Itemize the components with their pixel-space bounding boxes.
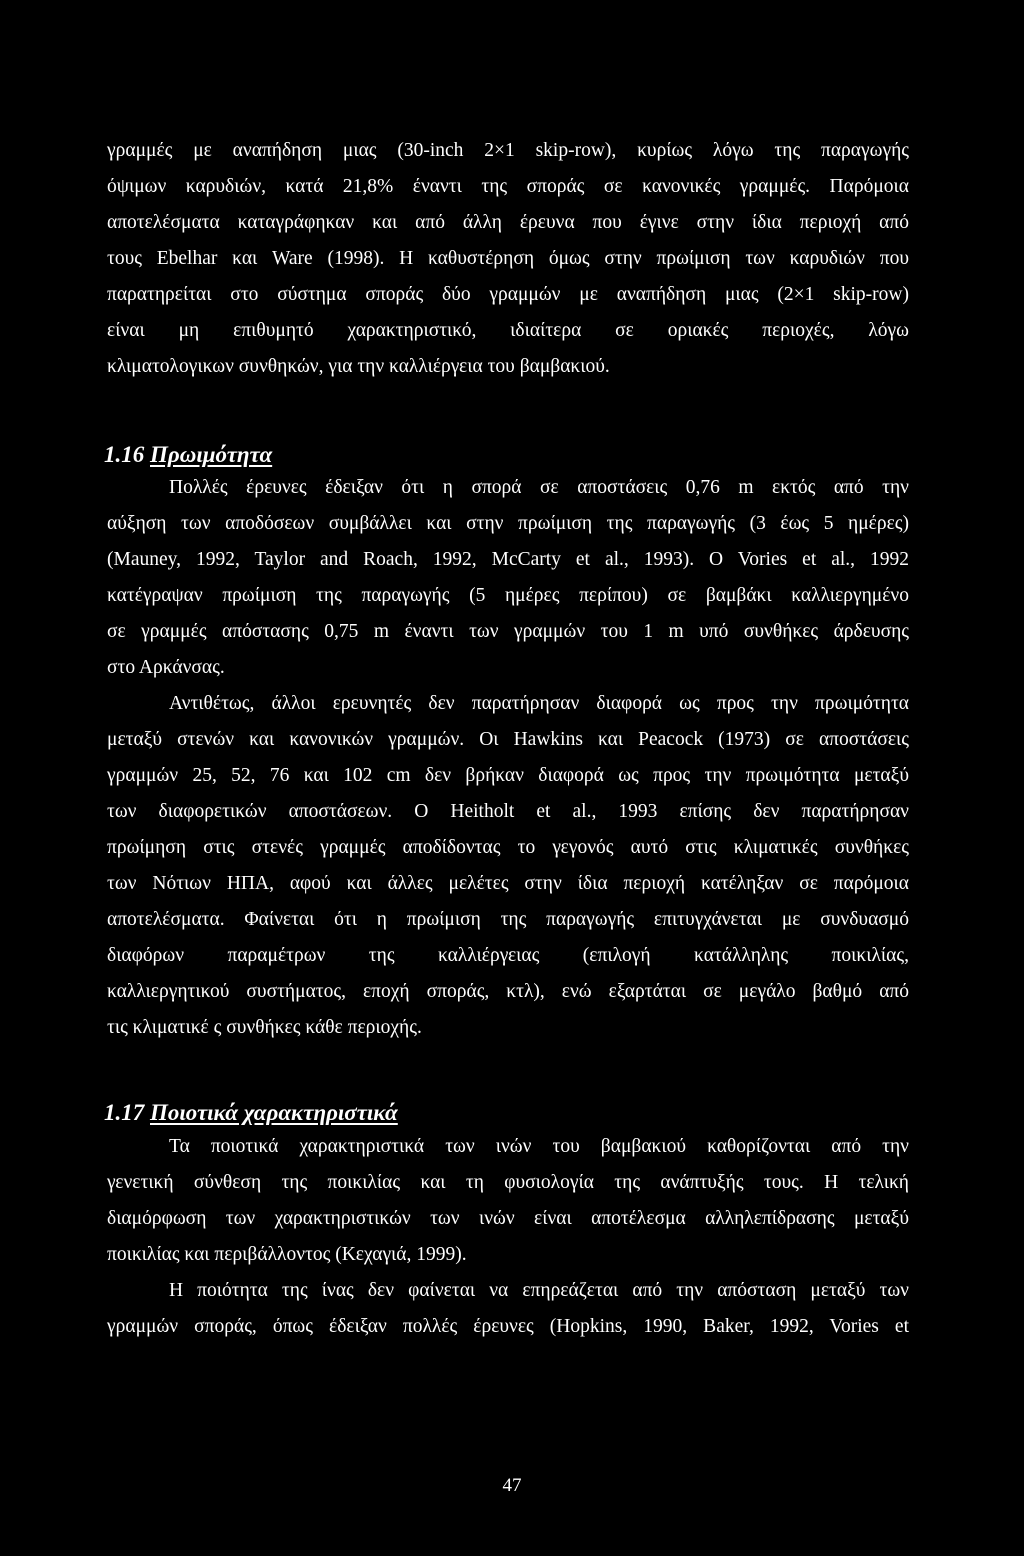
text-line: γραμμών σποράς, όπως έδειξαν πολλές έρευνες (Hopkins, 1990, Baker, 1992, Vories et: [107, 1316, 909, 1337]
section-number: 1.16: [104, 442, 145, 467]
text-line: τους Ebelhar και Ware (1998). Η καθυστέρηση όμως στην πρωίμιση των καρυδιών που: [107, 248, 909, 269]
text-line: όψιμων καρυδιών, κατά 21,8% έναντι της σποράς σε κανονικές γραμμές. Παρόμοια: [107, 176, 909, 197]
text-line: Τα ποιοτικά χαρακτηριστικά των ινών του βαμβακιού καθορίζονται από την: [169, 1136, 909, 1157]
text-line: Πολλές έρευνες έδειξαν ότι η σπορά σε αποστάσεις 0,76 m εκτός από την: [169, 477, 909, 498]
text-line: Η ποιότητα της ίνας δεν φαίνεται να επηρεάζεται από την απόσταση μεταξύ των: [169, 1280, 909, 1301]
text-line: παρατηρείται στο σύστημα σποράς δύο γραμμών με αναπήδηση μιας (2×1 skip-row): [107, 284, 909, 305]
section-title: Πρωιμότητα: [150, 442, 273, 467]
text-line: γραμμών 25, 52, 76 και 102 cm δεν βρήκαν διαφορά ως προς την πρωιμότητα μεταξύ: [107, 765, 909, 786]
section-heading-1-17: [104, 1095, 398, 1131]
text-line: των διαφορετικών αποστάσεων. O Heitholt et al., 1993 επίσης δεν παρατήρησαν: [107, 801, 909, 822]
text-line: αύξηση των αποδόσεων συμβάλλει και στην πρωίμιση της παραγωγής (3 έως 5 ημέρες): [107, 513, 909, 534]
text-line: πρωίμηση στις στενές γραμμές αποδίδοντας το γεγονός αυτό στις κλιματικές συνθήκες: [107, 837, 909, 858]
text-line: στο Αρκάνσας.: [107, 657, 225, 678]
text-line: γενετική σύνθεση της ποικιλίας και τη φυσιολογία της ανάπτυξής τους. Η τελική: [107, 1172, 909, 1193]
text-line: αποτελέσματα. Φαίνεται ότι η πρωίμιση της παραγωγής επιτυγχάνεται με συνδυασμό: [107, 909, 909, 930]
text-line: ποικιλίας και περιβάλλοντος (Κεχαγιά, 1999).: [107, 1244, 467, 1265]
text-line: Αντιθέτως, άλλοι ερευνητές δεν παρατήρησαν διαφορά ως προς την πρωιμότητα: [169, 693, 909, 714]
text-line: κλιματολογικων συνθηκών, για την καλλιέργεια του βαμβακιού.: [107, 356, 610, 377]
text-line: κατέγραψαν πρωίμιση της παραγωγής (5 ημέρες περίπου) σε βαμβάκι καλλιεργημένο: [107, 585, 909, 606]
text-line: είναι μη επιθυμητό χαρακτηριστικό, ιδιαίτερα σε οριακές περιοχές, λόγω: [107, 320, 909, 341]
text-line: αποτελέσματα καταγράφηκαν και από άλλη έρευνα που έγινε στην ίδια περιοχή από: [107, 212, 909, 233]
page-number: 47: [502, 1475, 522, 1496]
text-line: διαφόρων παραμέτρων της καλλιέργειας (επιλογή κατάλληλης ποικιλίας,: [107, 945, 909, 966]
text-line: καλλιεργητικού συστήματος, εποχή σποράς, κτλ), ενώ εξαρτάται σε μεγάλο βαθμό από: [107, 981, 909, 1002]
section-title: Ποιοτικά χαρακτηριστικά: [150, 1100, 398, 1125]
text-line: διαμόρφωση των χαρακτηριστικών των ινών είναι αποτέλεσμα αλληλεπίδρασης μεταξύ: [107, 1208, 909, 1229]
text-line: γραμμές με αναπήδηση μιας (30-inch 2×1 skip-row), κυρίως λόγω της παραγωγής: [107, 140, 909, 161]
text-line: σε γραμμές απόστασης 0,75 m έναντι των γραμμών του 1 m υπό συνθήκες άρδευσης: [107, 621, 909, 642]
text-line: (Mauney, 1992, Taylor and Roach, 1992, McCarty et al., 1993). O Vories et al., 1992: [107, 549, 909, 570]
section-number: 1.17: [104, 1100, 145, 1125]
text-line: τις κλιματικέ ς συνθήκες κάθε περιοχής.: [107, 1017, 422, 1038]
section-heading-1-16: [104, 437, 272, 473]
text-line: μεταξύ στενών και κανονικών γραμμών. Οι Hawkins και Peacock (1973) σε αποστάσεις: [107, 729, 909, 750]
text-line: των Νότιων ΗΠΑ, αφού και άλλες μελέτες στην ίδια περιοχή κατέληξαν σε παρόμοια: [107, 873, 909, 894]
